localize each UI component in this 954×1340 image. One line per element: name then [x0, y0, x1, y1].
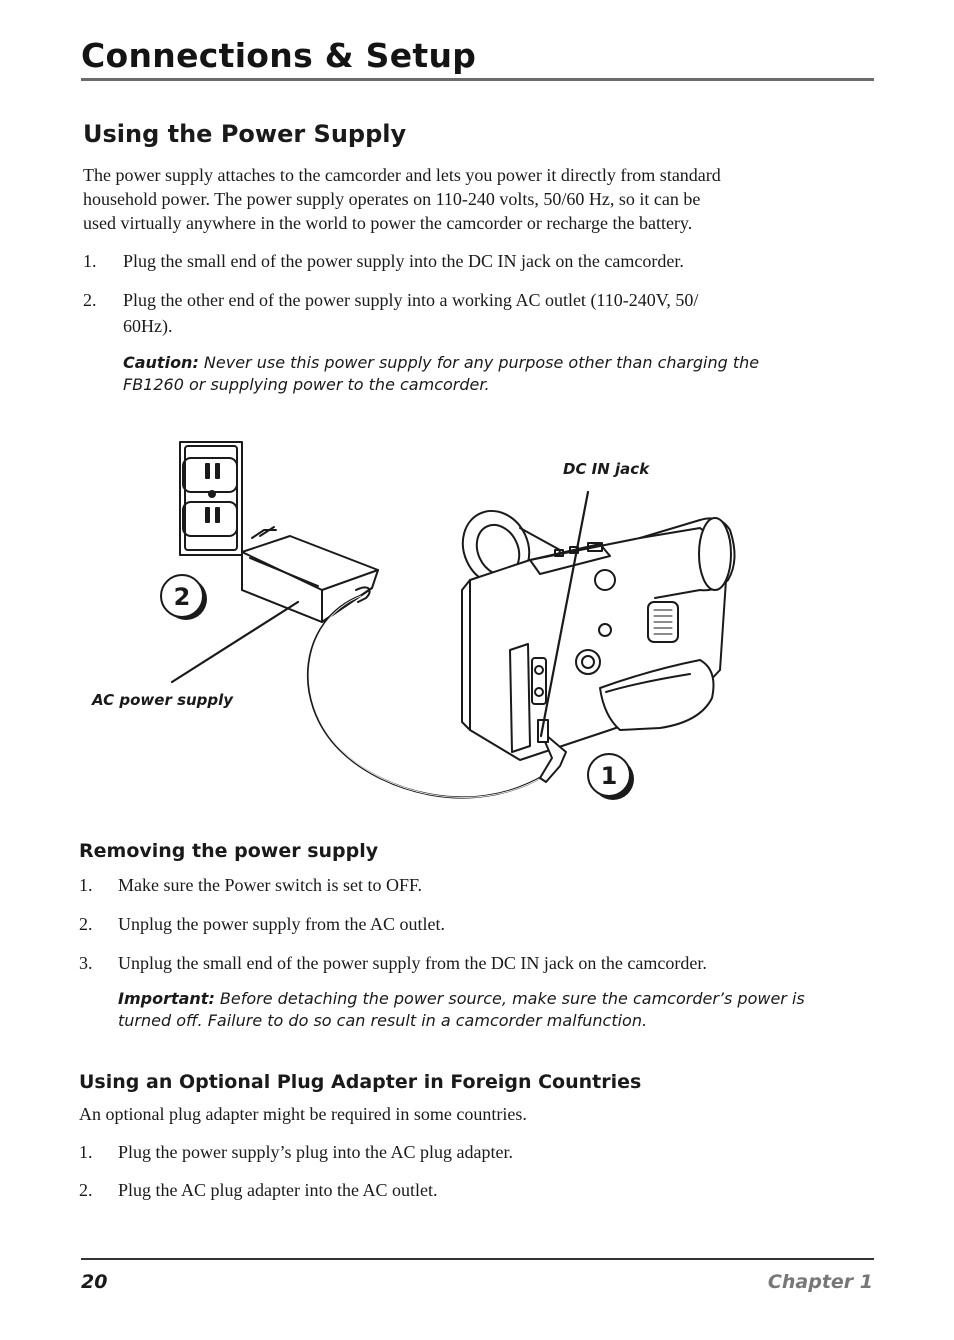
- title-rule: [81, 78, 874, 81]
- intro-line-3: used virtually anywhere in the world to power the camcorder or recharge the battery.: [83, 213, 693, 233]
- dc-in-jack-label: DC IN jack: [563, 460, 650, 478]
- callout-2-number: 2: [173, 583, 191, 611]
- intro-line-1: The power supply attaches to the camcorder and lets you power it directly from standard: [83, 165, 721, 185]
- step-text: Unplug the small end of the power supply from the DC IN jack on the camcorder.: [118, 953, 707, 973]
- step-text: Plug the small end of the power supply into the DC IN jack on the camcorder.: [123, 251, 684, 271]
- step-text: Plug the power supply’s plug into the AC plug adapter.: [118, 1142, 513, 1162]
- wall-outlet-illustration: [180, 442, 242, 555]
- intro-line-2: household power. The power supply operates on 110-240 volts, 50/60 Hz, so it can be: [83, 189, 701, 209]
- removing-heading: Removing the power supply: [79, 840, 379, 862]
- step-number: 1.: [79, 875, 93, 895]
- page-number: 20: [81, 1271, 108, 1293]
- step-text: Plug the other end of the power supply into a working AC outlet (110-240V, 50/: [123, 290, 699, 310]
- step-number: 2.: [79, 914, 93, 934]
- step-number: 1.: [83, 251, 97, 271]
- important-label: Important:: [118, 989, 215, 1008]
- chapter-label: Chapter 1: [767, 1271, 873, 1293]
- important-note: [118, 988, 805, 1010]
- important-text: Before detaching the power source, make sure the camcorder’s power is: [214, 989, 805, 1008]
- step-number: 1.: [79, 1142, 93, 1162]
- callout-1-number: 1: [600, 762, 618, 790]
- step-number: 3.: [79, 953, 93, 973]
- caution-label: Caution:: [123, 353, 199, 372]
- ac-power-supply-label: AC power supply: [92, 691, 234, 709]
- power-supply-diagram: [0, 430, 954, 820]
- footer-rule: [81, 1258, 874, 1260]
- caution-text: Never use this power supply for any purpose other than charging the: [198, 353, 760, 372]
- step-number: 2.: [79, 1180, 93, 1200]
- callout-2: [161, 575, 207, 620]
- important-text-continued: turned off. Failure to do so can result in a camcorder malfunction.: [118, 1011, 648, 1030]
- caution-note: [123, 352, 759, 374]
- step-number: 2.: [83, 290, 97, 310]
- step-text: Unplug the power supply from the AC outlet.: [118, 914, 445, 934]
- step-text: Make sure the Power switch is set to OFF.: [118, 875, 423, 895]
- adapter-intro: An optional plug adapter might be required in some countries.: [79, 1104, 527, 1124]
- adapter-heading: Using an Optional Plug Adapter in Foreign Countries: [79, 1071, 642, 1093]
- caution-text-continued: FB1260 or supplying power to the camcorder.: [123, 375, 490, 394]
- callout-1: [588, 754, 634, 800]
- ac-adapter-illustration: [242, 527, 378, 622]
- section-heading: Using the Power Supply: [83, 120, 407, 148]
- camcorder-illustration: [451, 500, 735, 782]
- chapter-title: Connections & Setup: [81, 36, 477, 75]
- step-text-continued: 60Hz).: [123, 316, 173, 336]
- step-text: Plug the AC plug adapter into the AC outlet.: [118, 1180, 438, 1200]
